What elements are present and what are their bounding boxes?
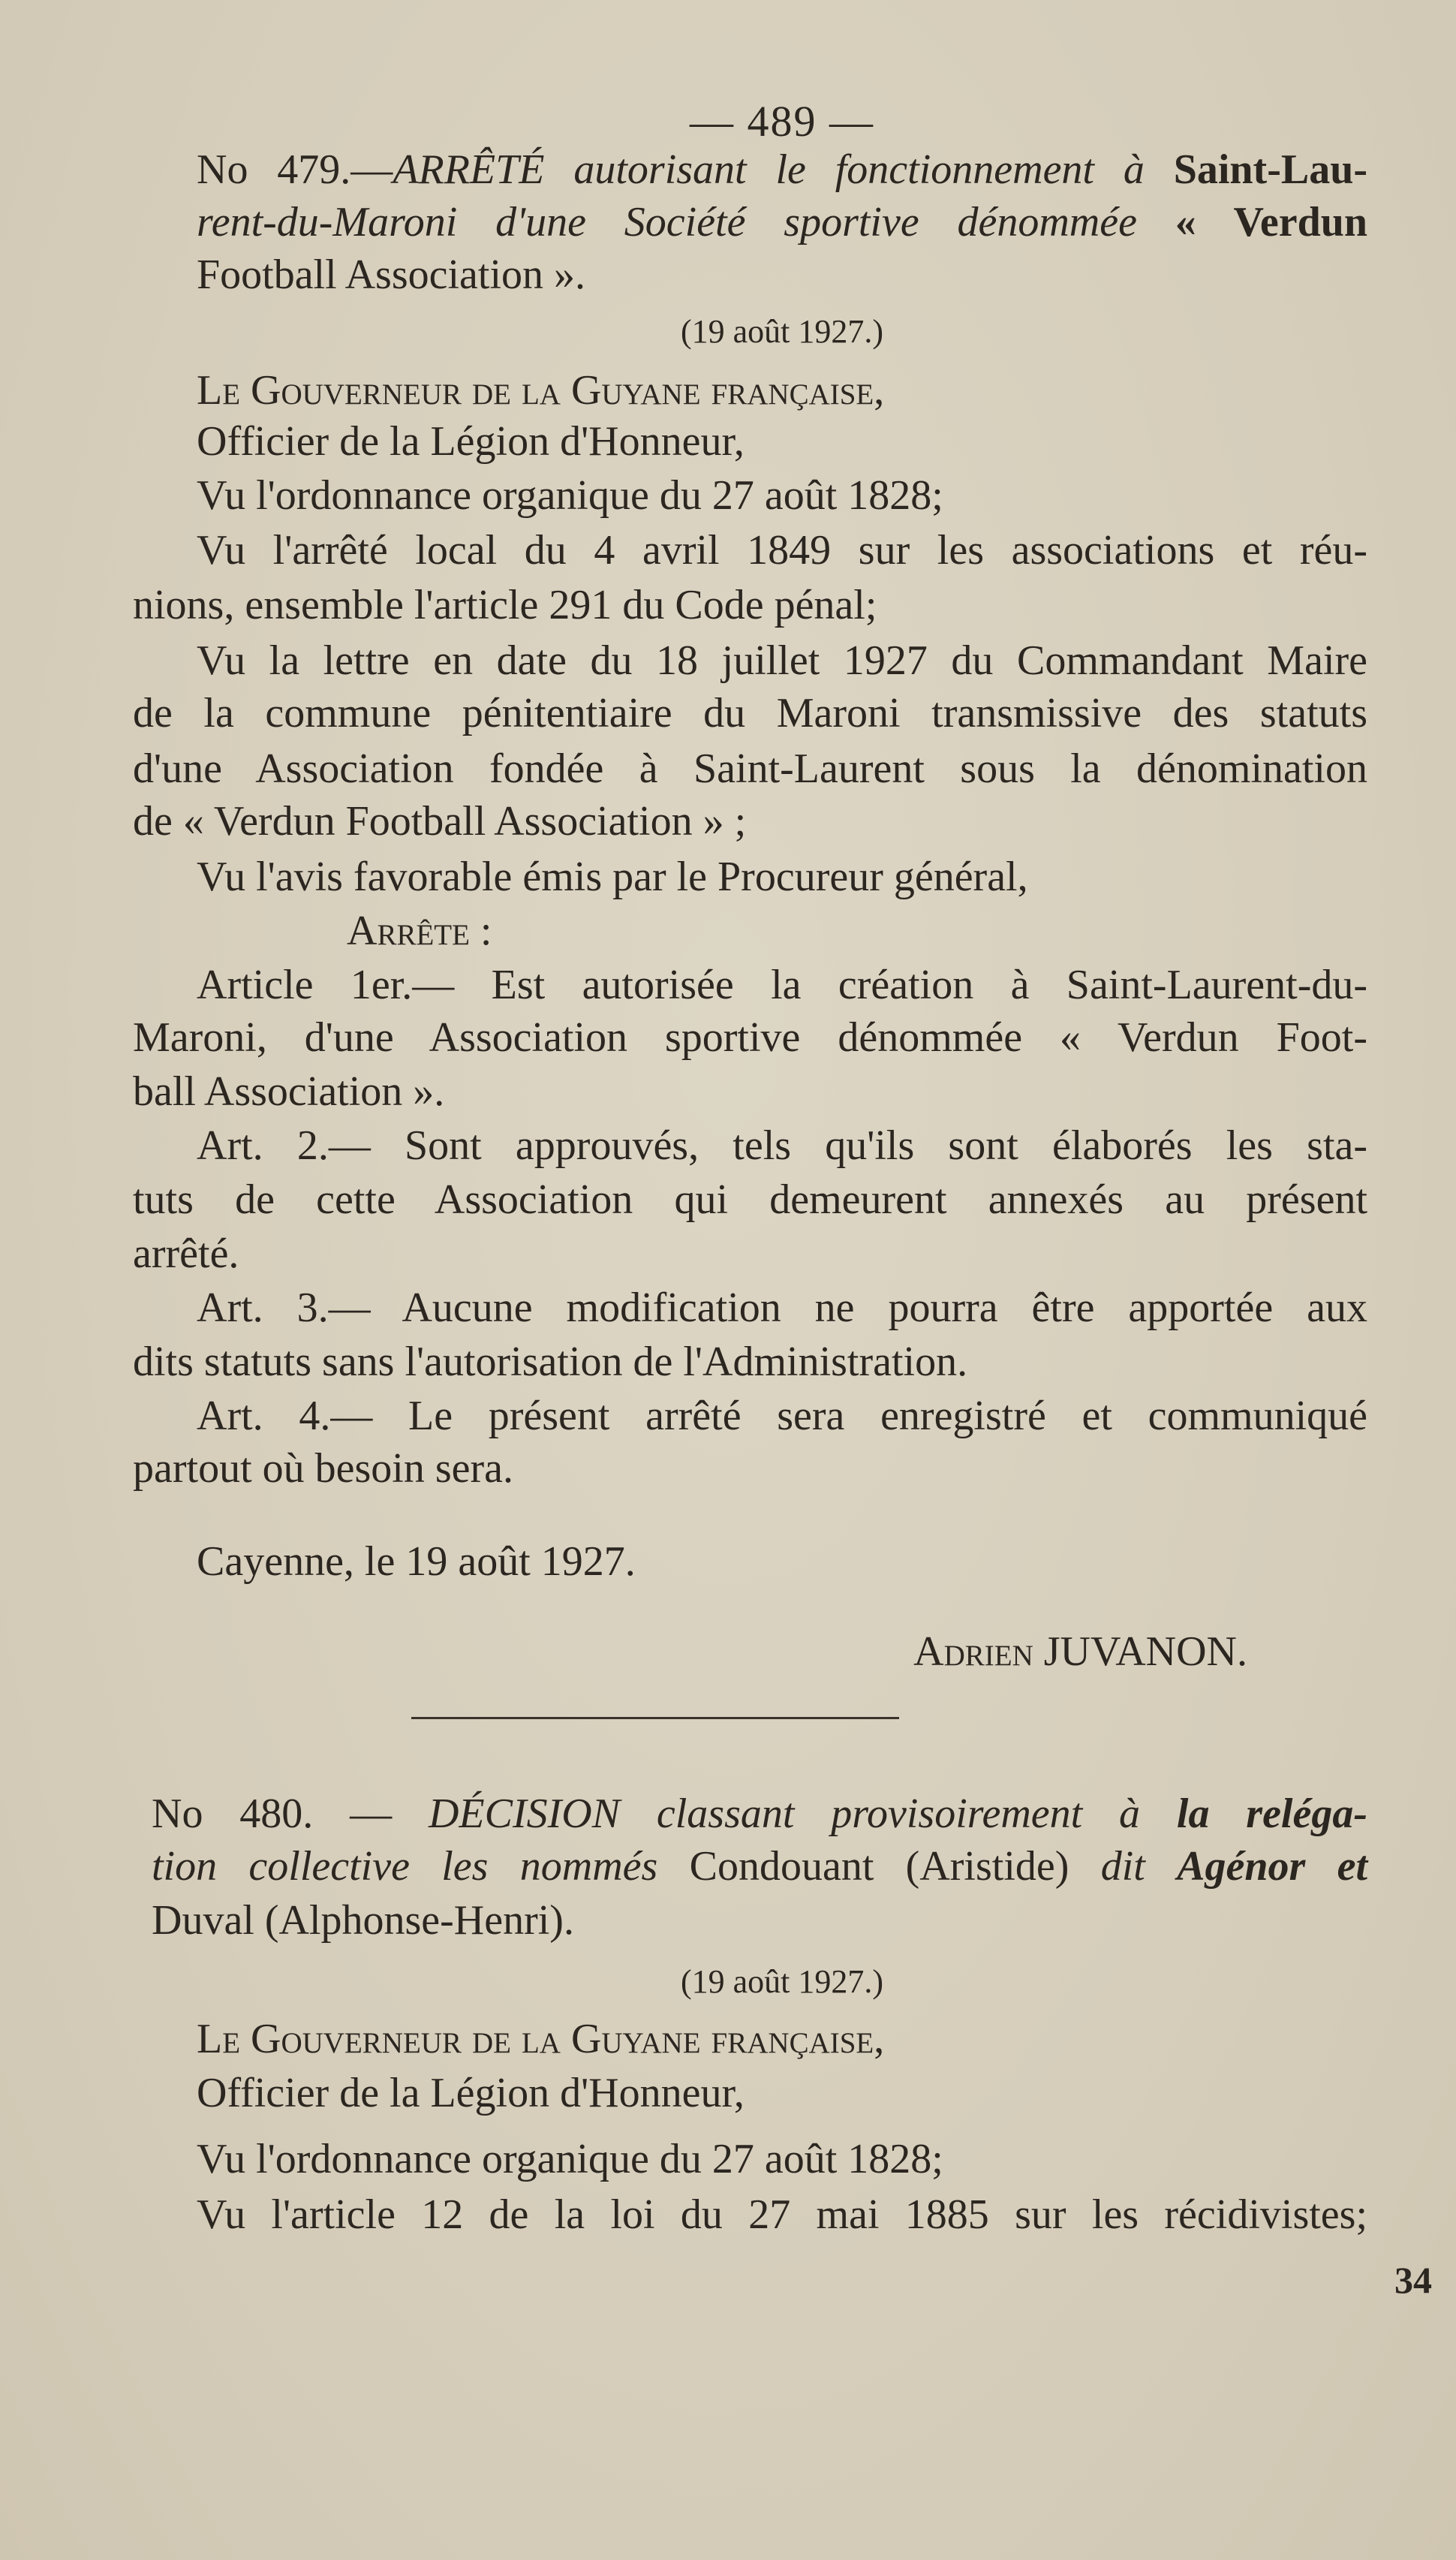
section1-line: Vu la lettre en date du 18 juillet 1927 du Commandant Maire	[197, 637, 1367, 684]
section1-title-italic: ARRÊTÉ autorisant le fonctionnement à	[393, 146, 1145, 193]
section1-line: Maroni, d'une Association sportive dénommée « Verdun Foot-	[133, 1014, 1367, 1061]
section2-l2-italic: tion collective les nommés	[152, 1843, 658, 1890]
section2-l2-bold: Agénor et	[1177, 1843, 1368, 1890]
section1-line: Vu l'avis favorable émis par le Procureur général,	[197, 854, 1028, 900]
section2-line: Officier de la Légion d'Honneur,	[197, 2070, 745, 2116]
section1-line: tuts de cette Association qui demeurent annexés au présent	[133, 1176, 1367, 1223]
section1-line: Le Gouverneur de la Guyane française,	[197, 367, 885, 414]
section1-heading-line2	[197, 201, 1367, 243]
section1-number: No 479.—	[197, 146, 393, 193]
section1-date: (19 août 1927.)	[680, 313, 884, 350]
section1-line: Art. 3.— Aucune modification ne pourra être apportée aux	[197, 1285, 1367, 1331]
section1-title-line2-bold: « Verdun	[1175, 199, 1368, 245]
section1-line: ball Association ».	[133, 1068, 445, 1115]
section2-line: Vu l'ordonnance organique du 27 août 1828;	[197, 2136, 943, 2182]
section1-line: Article 1er.— Est autorisée la création à Saint-Laurent-du-	[197, 962, 1367, 1008]
section1-line: Officier de la Légion d'Honneur,	[197, 418, 745, 465]
section2-title-italic: DÉCISION classant provisoirement à	[428, 1790, 1141, 1837]
section2-line: Vu l'article 12 de la loi du 27 mai 1885 sur les récidivistes;	[197, 2191, 1367, 2238]
section1-title-bold: Saint-Lau-	[1173, 146, 1367, 193]
page-number: — 489 —	[690, 97, 874, 146]
section-divider	[411, 1717, 899, 1719]
section1-line: Vu l'ordonnance organique du 27 août 1828;	[197, 472, 943, 519]
section1-line: dits statuts sans l'autorisation de l'Administration.	[133, 1339, 968, 1385]
section2-number: No 480. —	[152, 1790, 393, 1837]
section1-line: de « Verdun Football Association » ;	[133, 798, 747, 845]
section2-l2-name: Condouant (Aristide)	[689, 1843, 1069, 1890]
section1-line: nions, ensemble l'article 291 du Code pénal;	[133, 582, 877, 628]
section1-line: arrêté.	[133, 1230, 239, 1277]
section1-line: Art. 2.— Sont approuvés, tels qu'ils sont élaborés les sta-	[197, 1122, 1367, 1169]
section2-title-bold: la reléga-	[1176, 1790, 1367, 1837]
section1-line: partout où besoin sera.	[133, 1445, 513, 1492]
section2-line: Le Gouverneur de la Guyane française,	[197, 2016, 885, 2062]
section1-signature: Adrien JUVANON.	[913, 1628, 1247, 1675]
section2-l2-dit: dit	[1100, 1843, 1145, 1890]
section1-arrete: Arrête :	[347, 908, 492, 954]
section1-line: Vu l'arrêté local du 4 avril 1849 sur les associations et réu-	[197, 527, 1367, 574]
section1-line: Art. 4.— Le présent arrêté sera enregistré et communiqué	[197, 1393, 1367, 1439]
section2-heading-line1	[152, 1790, 1367, 1837]
section2-date: (19 août 1927.)	[680, 1963, 884, 2000]
signature-mark: 34	[1394, 2259, 1432, 2301]
section1-place-date: Cayenne, le 19 août 1927.	[197, 1538, 636, 1585]
section1-line: d'une Association fondée à Saint-Laurent sous la dénomination	[133, 745, 1367, 792]
section1-heading-line3: Football Association ».	[197, 251, 585, 298]
section1-title-line2-italic: rent-du-Maroni d'une Société sportive dénommée	[197, 199, 1137, 245]
section2-heading-line3: Duval (Alphonse-Henri).	[152, 1897, 574, 1944]
section1-heading-line1	[197, 146, 1367, 193]
section2-heading-line2	[152, 1843, 1368, 1890]
section1-line: de la commune pénitentiaire du Maroni transmissive des statuts	[133, 690, 1367, 736]
